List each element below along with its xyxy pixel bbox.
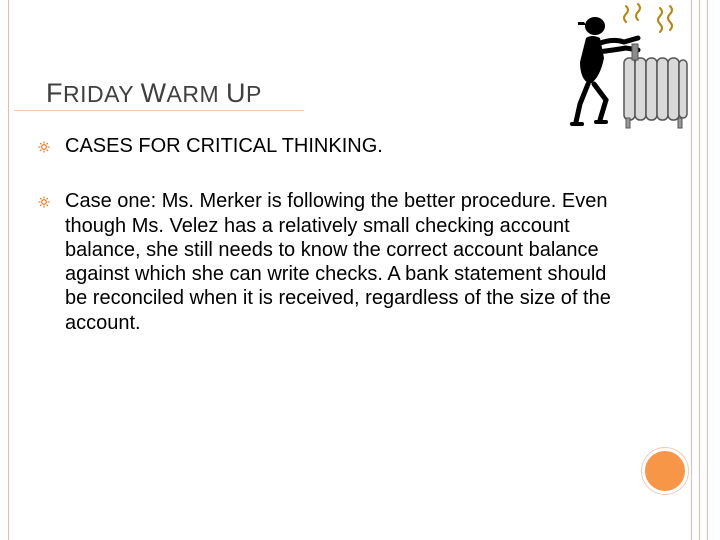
title-cap: F <box>46 78 63 108</box>
bullet-text: Case one: Ms. Merker is following the better procedure. Even though Ms. Velez has a relatively small checking account balance, she still needs to know the correct account balance against which she can write checks. A bank statement should be reconciled when it is received, regardless of the size of the account. <box>65 190 611 334</box>
title-divider <box>14 110 304 111</box>
title-cap: W <box>140 78 167 108</box>
decorative-orange-circle <box>642 448 688 494</box>
frame-line-right <box>707 0 708 540</box>
bullet-item <box>38 189 618 335</box>
person-warming-hands-at-radiator-icon <box>566 0 692 134</box>
title-cap: U <box>226 78 247 108</box>
bullet-text: CASES FOR CRITICAL THINKING. <box>65 135 383 157</box>
bullet-item <box>38 134 618 158</box>
slide-title <box>46 78 262 109</box>
title-text: P <box>246 81 262 107</box>
frame-line-right <box>699 0 700 540</box>
bullet-list <box>38 134 618 335</box>
sun-bullet-icon <box>38 196 50 208</box>
sun-bullet-icon <box>38 141 50 153</box>
title-text: ARM <box>166 81 227 107</box>
title-text: RIDAY <box>63 81 141 107</box>
frame-line-left <box>8 0 9 540</box>
